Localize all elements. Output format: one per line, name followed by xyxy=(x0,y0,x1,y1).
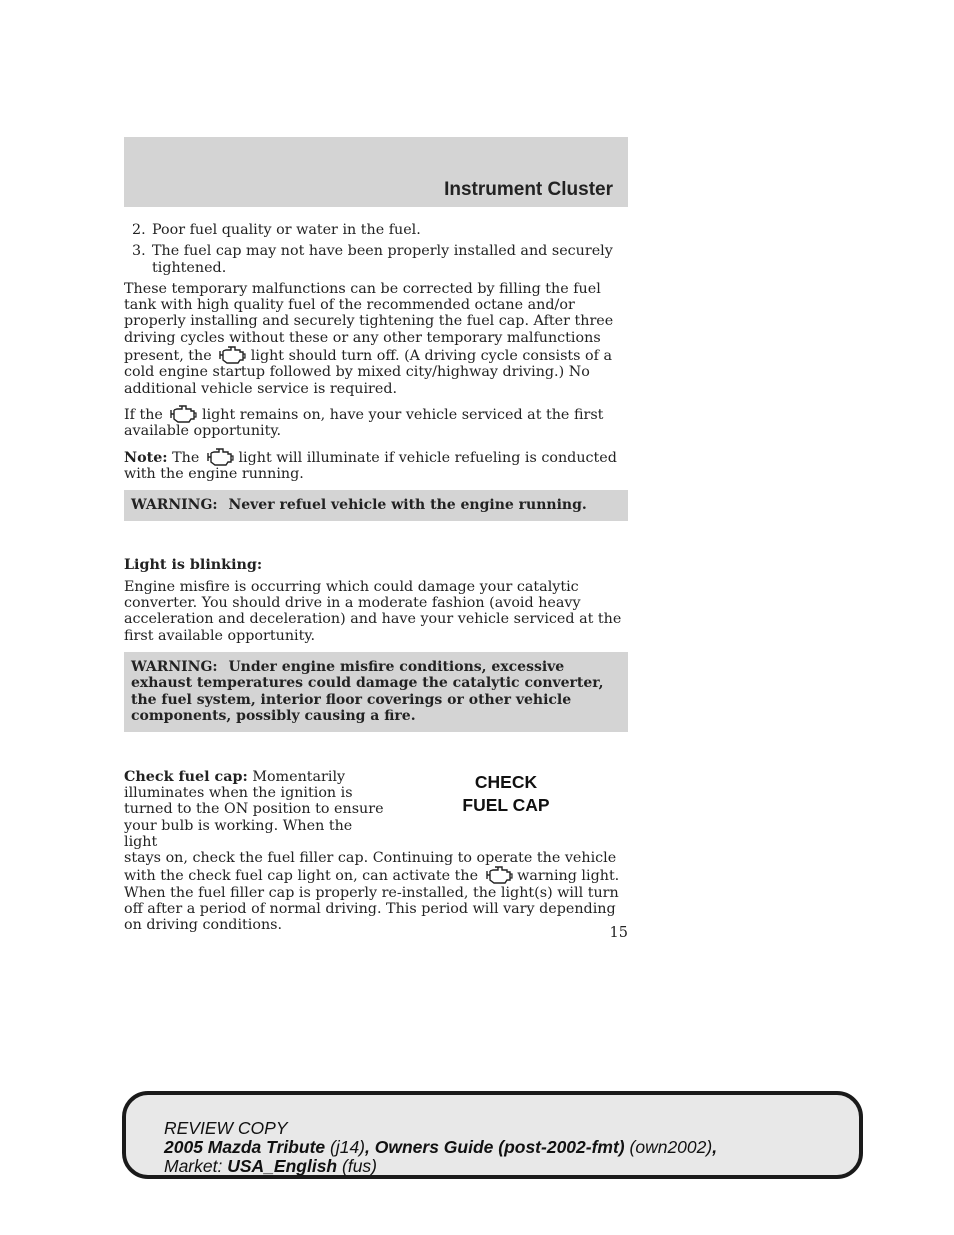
paragraph-text: stays on, check the fuel filler cap. Continuing to operate the vehicle with the check fuel cap light on, can activate the xyxy=(124,850,617,885)
market-label: Market: xyxy=(164,1156,223,1176)
warning-label: WARNING: xyxy=(131,497,218,514)
document-identifier xyxy=(164,1138,717,1157)
separator: , xyxy=(712,1137,718,1157)
check-engine-icon xyxy=(204,448,234,466)
indicator-line: FUEL CAP xyxy=(462,794,550,815)
numbered-list xyxy=(124,222,628,276)
indicator-line: CHECK xyxy=(474,771,538,792)
list-item-number: 2. xyxy=(132,222,146,238)
list-item-text: The fuel cap may not have been properly installed and securely tightened. xyxy=(152,243,613,276)
review-copy-footer xyxy=(122,1091,863,1179)
paragraph-text: light should turn off. (A driving cycle consists of a cold engine startup followed by mixed city/highway driving.) No additional vehicle service is required. xyxy=(124,348,612,397)
page-content xyxy=(124,222,628,934)
light-blinking-heading xyxy=(124,557,628,573)
market-code: (fus) xyxy=(342,1156,377,1176)
paragraph-text: If the xyxy=(124,406,163,423)
guide-code: (own2002) xyxy=(629,1137,713,1157)
guide-name: , Owners Guide (post-2002-fmt) xyxy=(365,1137,625,1157)
list-item xyxy=(124,243,628,276)
check-engine-icon xyxy=(167,405,197,423)
list-item-number: 3. xyxy=(132,243,146,260)
check-fuel-cap-intro xyxy=(124,769,384,850)
warning-box-refuel xyxy=(124,490,628,520)
model-name: 2005 Mazda Tribute xyxy=(164,1137,326,1157)
warning-box-misfire xyxy=(124,652,628,732)
market-line xyxy=(164,1157,717,1176)
paragraph-text: light remains on, have your vehicle serviced at the first available opportunity. xyxy=(124,406,604,440)
paragraph-text: The xyxy=(172,449,200,466)
footer-text xyxy=(164,1119,717,1176)
check-fuel-cap-section xyxy=(124,769,628,934)
misfire-paragraph: Engine misfire is occurring which could damage your catalytic converter. You should drive in a moderate fashion (avoid heavy acceleration and deceleration) and have your vehicle serviced at the first available opportunity. xyxy=(124,578,622,644)
subheading: Light is blinking: xyxy=(124,556,263,573)
check-engine-icon xyxy=(483,866,513,884)
list-item xyxy=(124,222,628,238)
note-paragraph xyxy=(124,448,628,483)
temporary-malfunctions-paragraph xyxy=(124,281,628,397)
paragraph-text: light will illuminate if vehicle refueling is conducted with the engine running. xyxy=(124,449,617,482)
review-copy-label: REVIEW COPY xyxy=(164,1118,288,1138)
check-fuel-cap-label: Check fuel cap: xyxy=(124,768,248,785)
note-label: Note: xyxy=(124,449,168,466)
page-number: 15 xyxy=(609,925,628,941)
market-name: USA_English xyxy=(227,1156,338,1176)
section-header xyxy=(124,137,628,207)
paragraph-text: These temporary malfunctions can be corrected by filling the fuel tank with high quality fuel of the recommended octane and/or properly installing and securely tightening the fuel cap. After three driving cycles without these or any other temporary malfunctions present, the xyxy=(124,280,614,365)
paragraph-text: Momentarily illuminates when the ignition is turned to the ON position to ensure your bulb is working. When the light xyxy=(124,768,384,850)
warning-text: Under engine misfire conditions, excessive exhaust temperatures could damage the catalytic converter, the fuel system, interior floor coverings or other vehicle components, possibly causing a fire. xyxy=(131,659,604,725)
section-title: Instrument Cluster xyxy=(444,179,613,200)
check-engine-icon xyxy=(216,346,246,364)
model-code: (j14) xyxy=(330,1137,366,1157)
check-fuel-cap-continuation xyxy=(124,850,628,933)
light-remains-on-paragraph xyxy=(124,405,628,440)
check-fuel-cap-indicator xyxy=(454,771,558,817)
warning-text: Never refuel vehicle with the engine running. xyxy=(228,497,587,514)
paragraph-text: warning light. When the fuel filler cap is properly re-installed, the light(s) will turn off after a period of normal driving. This period will vary depending on driving conditions. xyxy=(124,868,620,934)
list-item-text: Poor fuel quality or water in the fuel. xyxy=(152,222,421,238)
warning-label: WARNING: xyxy=(131,659,218,676)
